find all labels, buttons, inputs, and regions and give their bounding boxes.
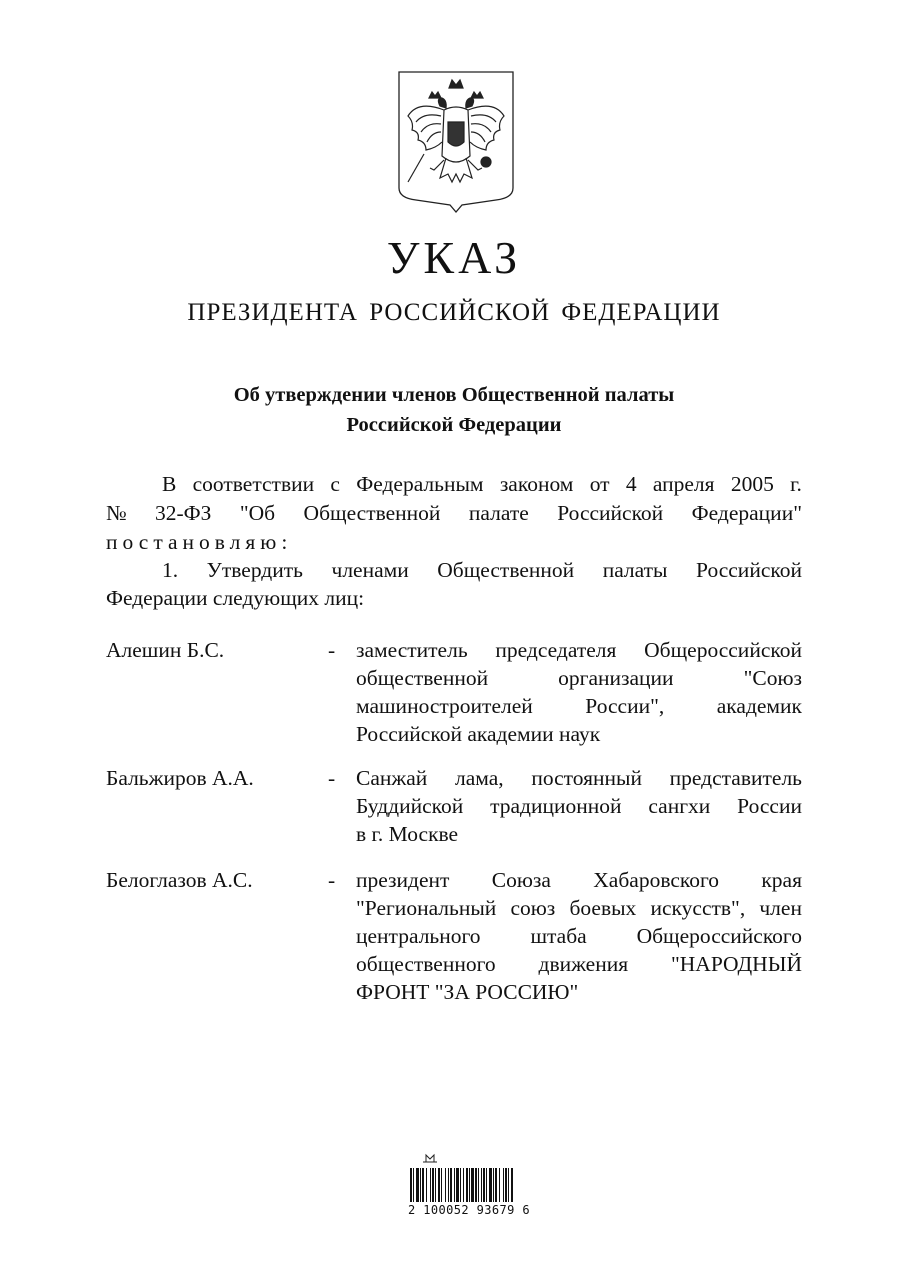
barcode-bar	[483, 1168, 485, 1202]
word: законом	[499, 472, 574, 496]
word: Хабаровского	[593, 868, 720, 892]
word: апреля	[652, 472, 715, 496]
barcode-bar	[493, 1168, 494, 1202]
member-name: Бальжиров А.А.	[106, 766, 254, 790]
barcode-bar	[478, 1168, 479, 1202]
member-desc-line	[356, 764, 802, 792]
member-name: Белоглазов А.С.	[106, 868, 253, 892]
barcode-bar	[445, 1168, 446, 1202]
barcode-bar	[486, 1168, 487, 1202]
barcode-bar	[469, 1168, 470, 1202]
heading-line-1: Об утверждении членов Общественной палаты	[233, 384, 675, 406]
intro-line-2	[106, 499, 802, 527]
barcode-bar	[420, 1168, 421, 1202]
member-name: Алешин Б.С.	[106, 638, 225, 662]
barcode-bar	[489, 1168, 492, 1202]
barcode-bar	[454, 1168, 455, 1202]
word: Общественной	[437, 558, 575, 582]
barcode-number: 2 100052 93679 6	[408, 1203, 530, 1217]
word: 2005	[730, 472, 774, 496]
word: сангхи	[648, 794, 711, 818]
word: традиционной	[490, 794, 622, 818]
word: 32-ФЗ	[154, 501, 212, 525]
barcode-bar	[463, 1168, 464, 1202]
intro-line-1	[106, 470, 802, 498]
member-desc-line	[356, 692, 802, 720]
word: Общественной	[303, 501, 441, 525]
word: России",	[585, 694, 665, 718]
document-title: УКАЗ	[386, 232, 522, 283]
word: Федеральным	[356, 472, 484, 496]
member-desc-line	[356, 636, 802, 664]
word: Союза	[491, 868, 551, 892]
barcode-bar	[460, 1168, 461, 1202]
word: Санжай	[356, 766, 428, 790]
word: палате	[468, 501, 529, 525]
word: член	[759, 896, 802, 920]
intro-line-5: Федерации следующих лиц:	[106, 586, 365, 610]
member-dash: -	[328, 868, 336, 892]
word: "НАРОДНЫЙ	[671, 952, 802, 976]
barcode	[408, 1152, 530, 1232]
word: 1.	[162, 558, 179, 582]
word: Федерации"	[691, 501, 802, 525]
member-desc-line	[356, 866, 802, 894]
word: союз	[510, 896, 556, 920]
word: В	[162, 472, 177, 496]
word: №	[106, 501, 127, 525]
barcode-bar	[508, 1168, 509, 1202]
member-dash: -	[328, 766, 336, 790]
member-desc-line	[356, 922, 802, 950]
word: штаба	[530, 924, 587, 948]
word: представитель	[669, 766, 802, 790]
member-desc-line	[356, 950, 802, 978]
member-desc-line	[356, 792, 802, 820]
word: Утвердить	[206, 558, 303, 582]
barcode-bar	[481, 1168, 482, 1202]
barcode-bar	[503, 1168, 504, 1202]
word: Российской	[557, 501, 664, 525]
barcode-bar	[471, 1168, 474, 1202]
barcode-bar	[410, 1168, 412, 1202]
word: соответствии	[192, 472, 315, 496]
barcode-bar	[413, 1168, 414, 1202]
word: г.	[790, 472, 802, 496]
barcode-bar	[511, 1168, 513, 1202]
member-desc-line: в г. Москве	[356, 822, 459, 846]
word: с	[330, 472, 340, 496]
word: президент	[356, 868, 450, 892]
decree-heading	[0, 380, 908, 440]
barcode-bar	[456, 1168, 459, 1202]
barcode-bar	[448, 1168, 449, 1202]
word: постоянный	[531, 766, 642, 790]
word: организации	[558, 666, 674, 690]
word: председателя	[495, 638, 617, 662]
barcode-bar	[499, 1168, 500, 1202]
barcode-bar	[441, 1168, 442, 1202]
member-desc-line: Российской академии наук	[356, 722, 601, 746]
barcode-bar	[450, 1168, 452, 1202]
barcode-bars	[408, 1152, 516, 1204]
word: России	[737, 794, 802, 818]
word: академик	[716, 694, 802, 718]
member-desc-line: ФРОНТ "ЗА РОССИЮ"	[356, 980, 579, 1004]
barcode-bar	[416, 1168, 419, 1202]
member-desc-line	[356, 664, 802, 692]
word: движения	[538, 952, 629, 976]
word: общественной	[356, 666, 489, 690]
barcode-bar	[432, 1168, 434, 1202]
document-subtitle: ПРЕЗИДЕНТА РОССИЙСКОЙ ФЕДЕРАЦИИ	[187, 299, 721, 326]
word: боевых	[569, 896, 637, 920]
intro-line-3: постановляю:	[106, 530, 293, 554]
word: лама,	[454, 766, 504, 790]
barcode-bar	[466, 1168, 468, 1202]
word: палаты	[602, 558, 668, 582]
intro-line-4	[106, 556, 802, 584]
word: "Союз	[743, 666, 802, 690]
word: края	[761, 868, 802, 892]
word: от	[589, 472, 610, 496]
word: машиностроителей	[356, 694, 533, 718]
word: искусств",	[650, 896, 746, 920]
word: 4	[625, 472, 637, 496]
barcode-bar	[422, 1168, 424, 1202]
barcode-bar	[505, 1168, 507, 1202]
word: "Региональный	[356, 896, 497, 920]
word: "Об	[239, 501, 276, 525]
heading-line-2: Российской Федерации	[346, 414, 562, 436]
word: центрального	[356, 924, 481, 948]
barcode-bar	[495, 1168, 497, 1202]
word: общественного	[356, 952, 496, 976]
word: Российской	[696, 558, 802, 582]
word: Буддийской	[356, 794, 464, 818]
barcode-bar	[435, 1168, 436, 1202]
word: Общероссийской	[644, 638, 802, 662]
barcode-bar	[475, 1168, 477, 1202]
member-dash: -	[328, 638, 336, 662]
barcode-bar	[426, 1168, 427, 1202]
coat-of-arms-icon	[396, 70, 516, 215]
member-desc-line	[356, 894, 802, 922]
barcode-bar	[438, 1168, 440, 1202]
barcode-bar	[430, 1168, 431, 1202]
word: заместитель	[356, 638, 468, 662]
word: членами	[331, 558, 409, 582]
word: Общероссийского	[636, 924, 802, 948]
